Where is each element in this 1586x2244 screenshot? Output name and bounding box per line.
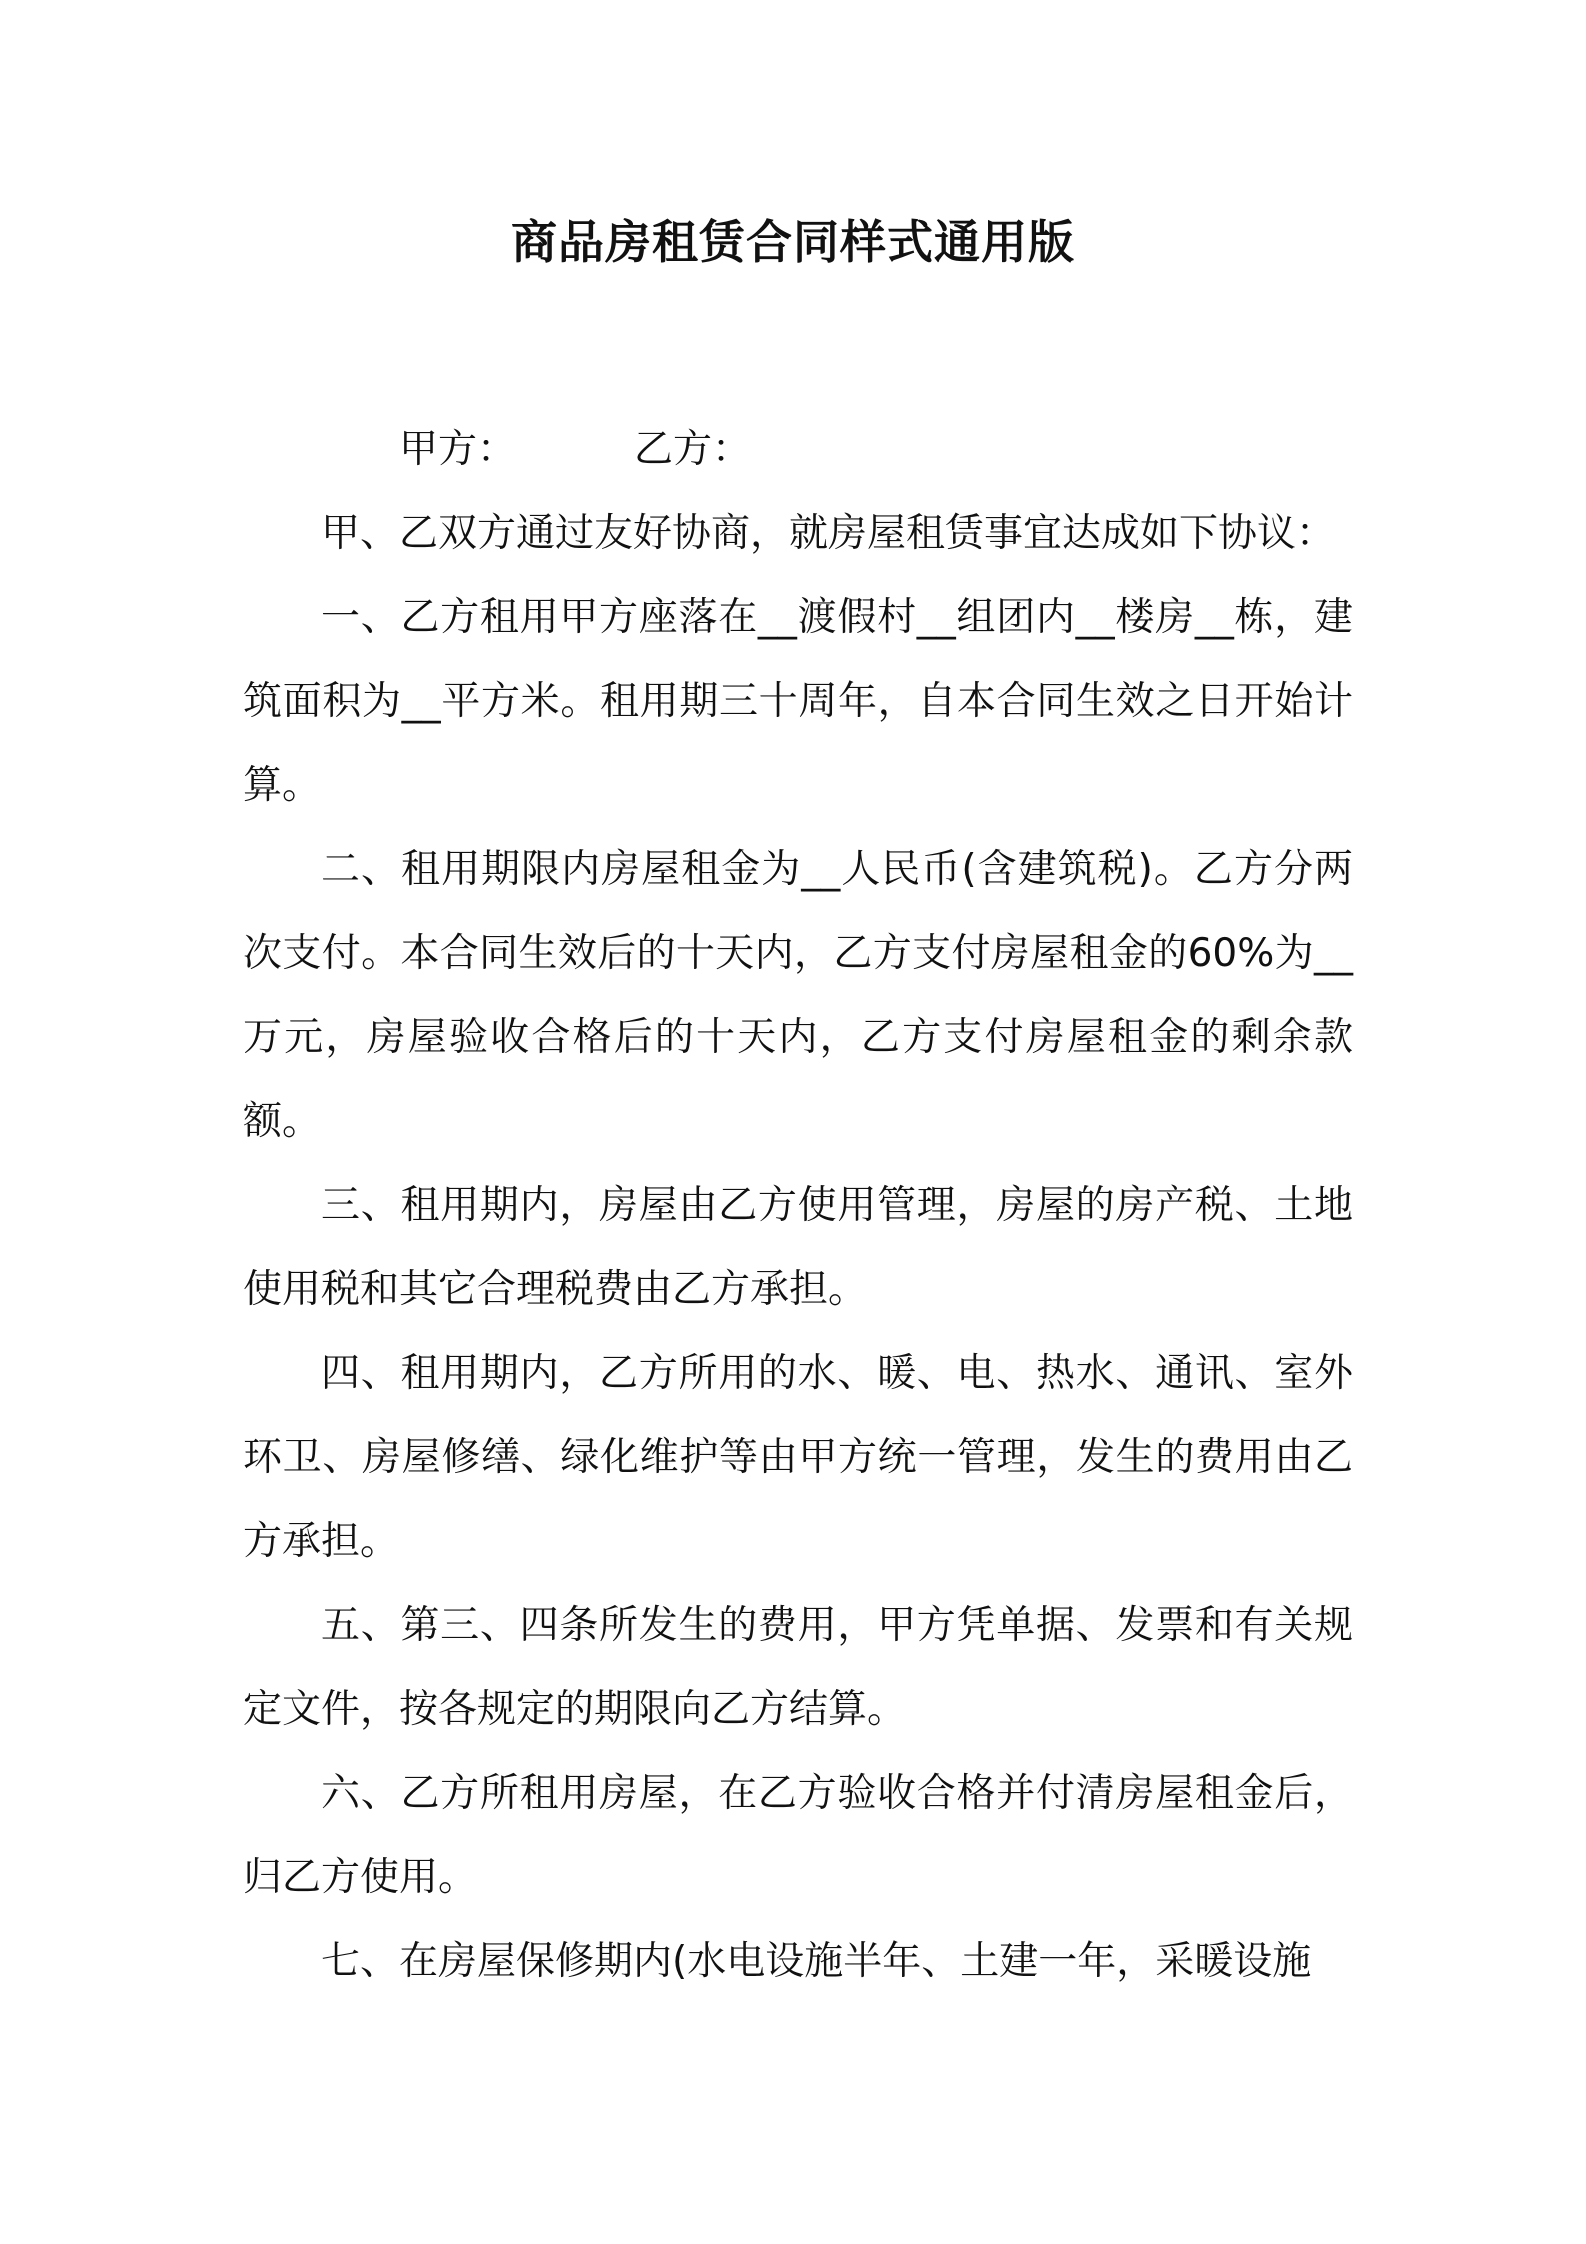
party-a-label: 甲方： [399,427,517,472]
party-b-label: 乙方： [634,427,752,472]
parties-line [243,408,1353,492]
clause-4: 四、租用期内，乙方所用的水、暖、电、热水、通讯、室外环卫、房屋修缮、绿化维护等由甲方统一管理，发生的费用由乙方承担。 [243,1351,1353,1564]
document-body [243,408,1353,2004]
document-title: 商品房租赁合同样式通用版 [511,215,1075,269]
clause-3: 三、租用期内，房屋由乙方使用管理，房屋的房产税、土地使用税和其它合理税费由乙方承担。 [243,1183,1353,1312]
clause-2: 二、租用期限内房屋租金为__人民币(含建筑税)。乙方分两次支付。本合同生效后的十天内，乙方支付房屋租金的60%为__万元，房屋验收合格后的十天内，乙方支付房屋租金的剩余款额。 [243,847,1353,1144]
intro-paragraph: 甲、乙双方通过友好协商，就房屋租赁事宜达成如下协议： [321,511,1336,556]
clause-6: 六、乙方所租用房屋，在乙方验收合格并付清房屋租金后，归乙方使用。 [243,1771,1353,1900]
clause-5: 五、第三、四条所发生的费用，甲方凭单据、发票和有关规定文件，按各规定的期限向乙方结算。 [243,1603,1353,1732]
clause-7: 七、在房屋保修期内(水电设施半年、土建一年，采暖设施 [321,1939,1312,1984]
clause-1: 一、乙方租用甲方座落在__渡假村__组团内__楼房__栋，建筑面积为__平方米。租用期三十周年，自本合同生效之日开始计算。 [243,595,1353,808]
